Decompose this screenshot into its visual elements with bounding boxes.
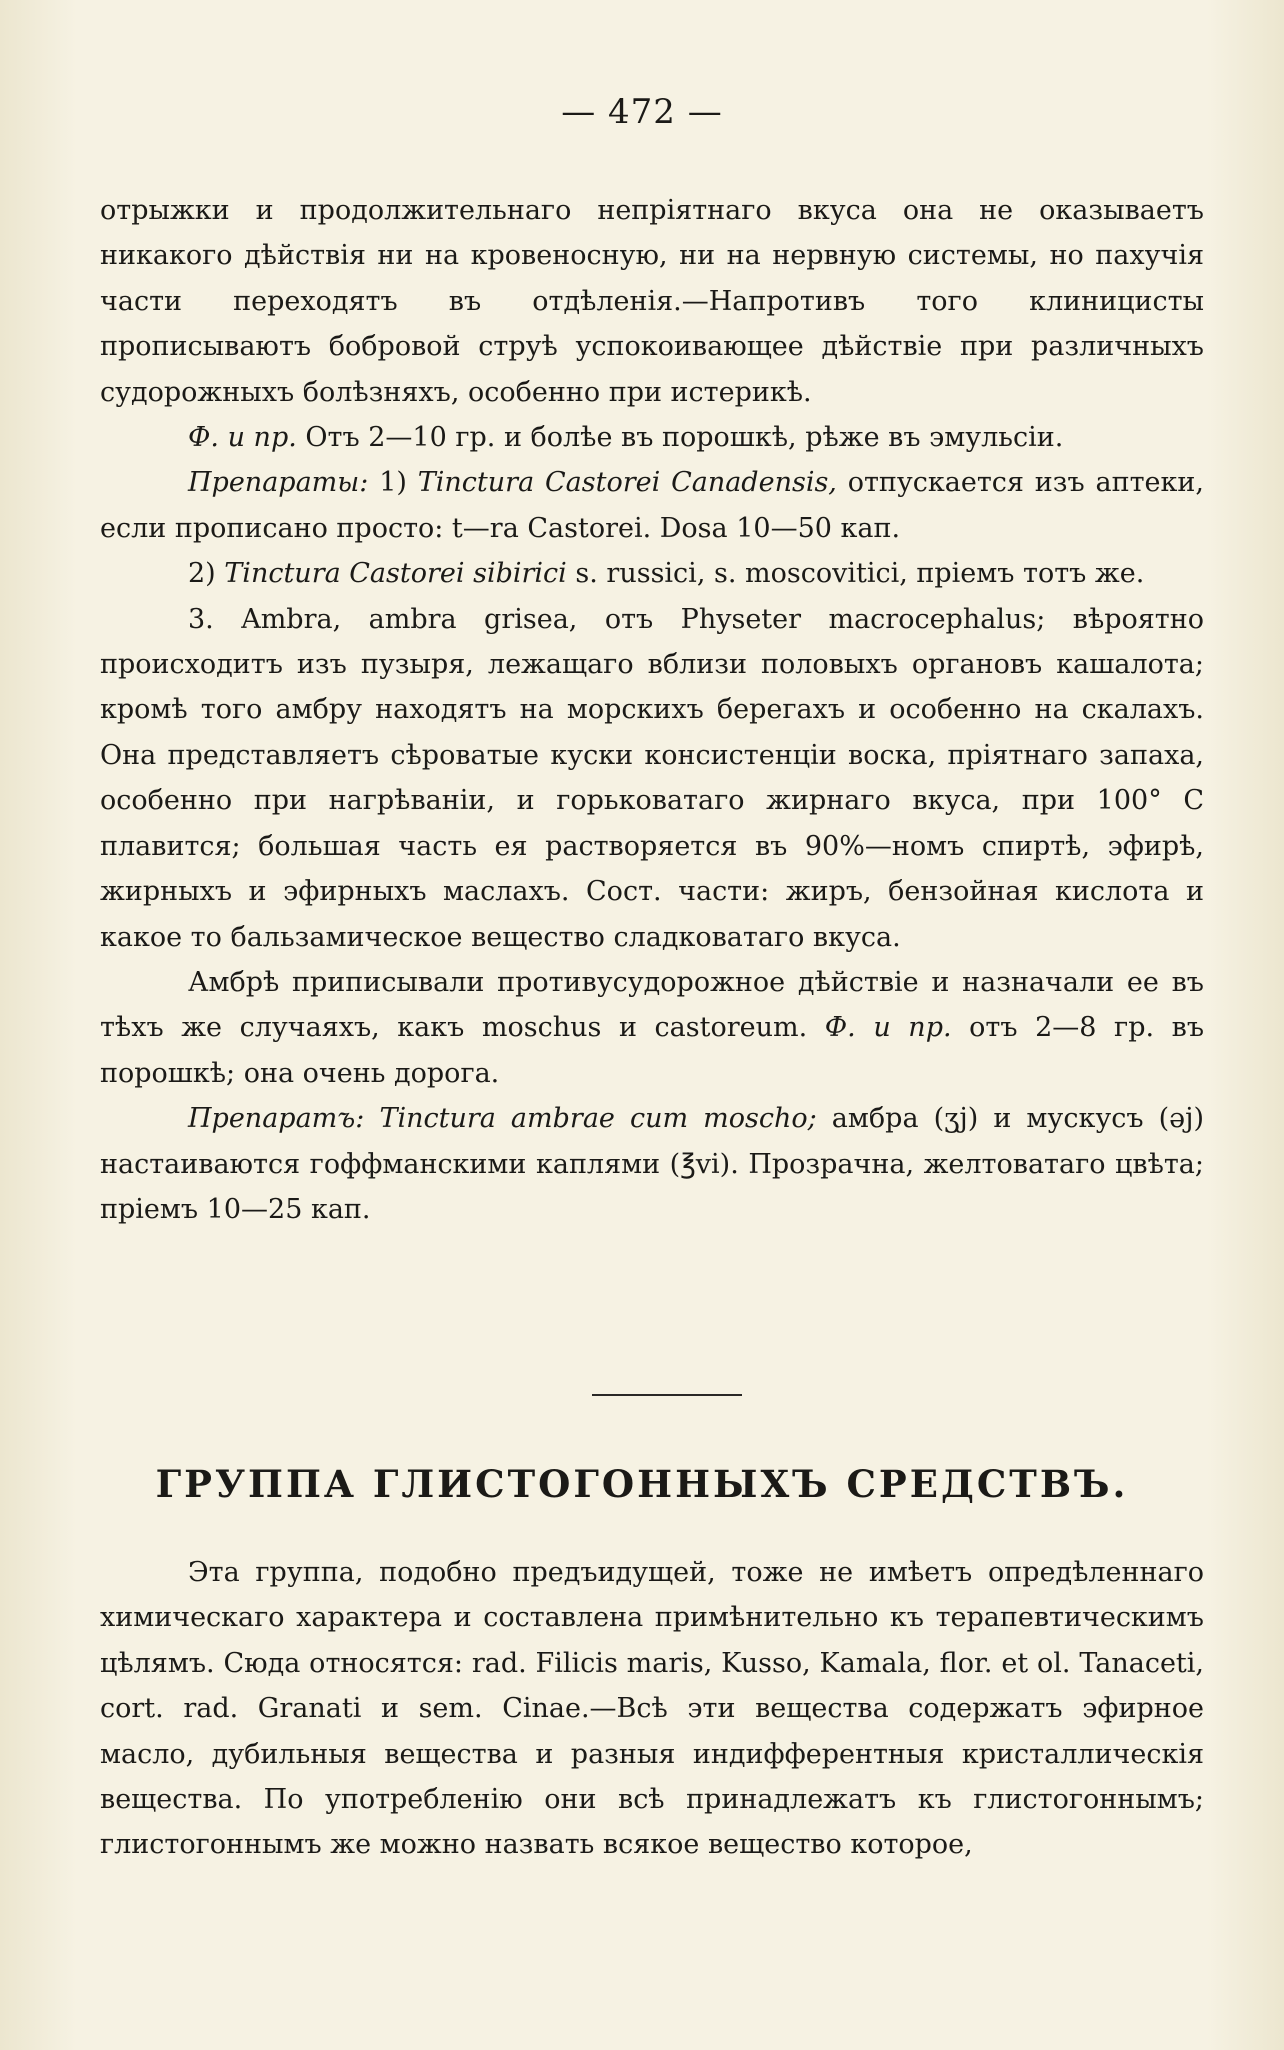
page-number: — 472 —	[561, 92, 723, 132]
paragraph	[100, 1096, 1204, 1232]
paragraph	[100, 960, 1204, 1096]
paragraph	[100, 597, 1204, 960]
text-run: амбра (ʒj) и мускусъ (ǝj) настаиваются гоффманскими каплями (℥vi). Прозрачна, желтоватаго цвѣта; пріемъ 10—25 кап.	[100, 1103, 1204, 1225]
paragraph	[100, 415, 1204, 460]
italic-text: Ф. и пр.	[824, 1012, 952, 1044]
text-run: отпускается изъ аптеки, если прописано просто: t—ra Castorei. Dosa 10—50 кап.	[100, 467, 1204, 544]
text-run: 2)	[188, 558, 225, 590]
paragraph	[100, 1550, 1204, 1868]
text-block-anthelmintics	[100, 1550, 1204, 1868]
text-run: отъ 2—8 гр. въ порошкѣ; она очень дорога.	[100, 1012, 1205, 1089]
text-run: Амбрѣ приписывали противусудорожное дѣйствіе и назначали ее въ тѣхъ же случаяхъ, какъ moschus и castoreum.	[100, 966, 1204, 1044]
text-run: s. russici, s. moscovitici, пріемъ тотъ же.	[566, 558, 1145, 590]
text-block-castoreum-ambra	[100, 188, 1204, 1232]
italic-text: Препараты:	[188, 467, 369, 499]
italic-text: Ф. и пр.	[188, 422, 297, 454]
section-divider	[592, 1394, 742, 1396]
text-run: Отъ 2—10 гр. и болѣе въ порошкѣ, рѣже въ эмульсіи.	[296, 422, 1064, 454]
paragraph	[100, 188, 1204, 415]
text-run	[364, 1103, 379, 1134]
text-run: 3. Ambra, ambra grisea, отъ Physeter macrocephalus; вѣроятно происходитъ изъ пузыря, лежащаго вблизи половыхъ органовъ кашалота; кромѣ того амбру находятъ на морскихъ берегахъ и особенно на скалахъ. Она представляетъ сѣроватые куски консистенціи воска, пріятнаго запаха, особенно при нагрѣваніи, и горьковатаго жирнаго вкуса, при 100° С плавится; большая часть ея растворяется въ 90%—номъ спиртѣ, эфирѣ, жирныхъ и эфирныхъ маслахъ. Сост. части: жиръ, бензойная кислота и какое то бальзамическое вещество сладковатаго вкуса.	[100, 603, 1204, 953]
italic-text: Препаратъ:	[188, 1103, 365, 1135]
section-title: ГРУППА ГЛИСТОГОННЫХЪ СРЕДСТВЪ.	[155, 1462, 1129, 1506]
paragraph	[100, 551, 1204, 596]
italic-text: Tinctura Castorei sibirici	[224, 558, 567, 590]
italic-text: Tinctura ambrae cum moscho;	[379, 1103, 817, 1135]
text-run: Эта группа, подобно предъидущей, тоже не имѣетъ опредѣленнаго химическаго характера и составлена примѣнительно къ терапевтическимъ цѣлямъ. Сюда относятся: rad. Filicis maris, Kusso, Kamala, flor. et ol. Tanaceti, cort. rad. Granati и sem. Cinae.—Всѣ эти вещества содержатъ эфирное масло, дубильныя вещества и разныя индифферентныя кристаллическія вещества. По употребленію они всѣ принадлежатъ къ глистогоннымъ; глистогоннымъ же можно назвать всякое вещество которое,	[100, 1557, 1204, 1861]
paragraph	[100, 460, 1204, 551]
italic-text: Tinctura Castorei Canadensis,	[417, 467, 837, 499]
text-run: 1)	[368, 467, 418, 499]
text-run: отрыжки и продолжительнаго непріятнаго вкуса она не оказываетъ никакого дѣйствія ни на кровеносную, ни на нервную системы, но пахучія части переходятъ въ отдѣленія.—Напротивъ того клиницисты прописываютъ бобровой струѣ успокоивающее дѣйствіе при различныхъ судорожныхъ болѣзняхъ, особенно при истерикѣ.	[100, 195, 1204, 408]
